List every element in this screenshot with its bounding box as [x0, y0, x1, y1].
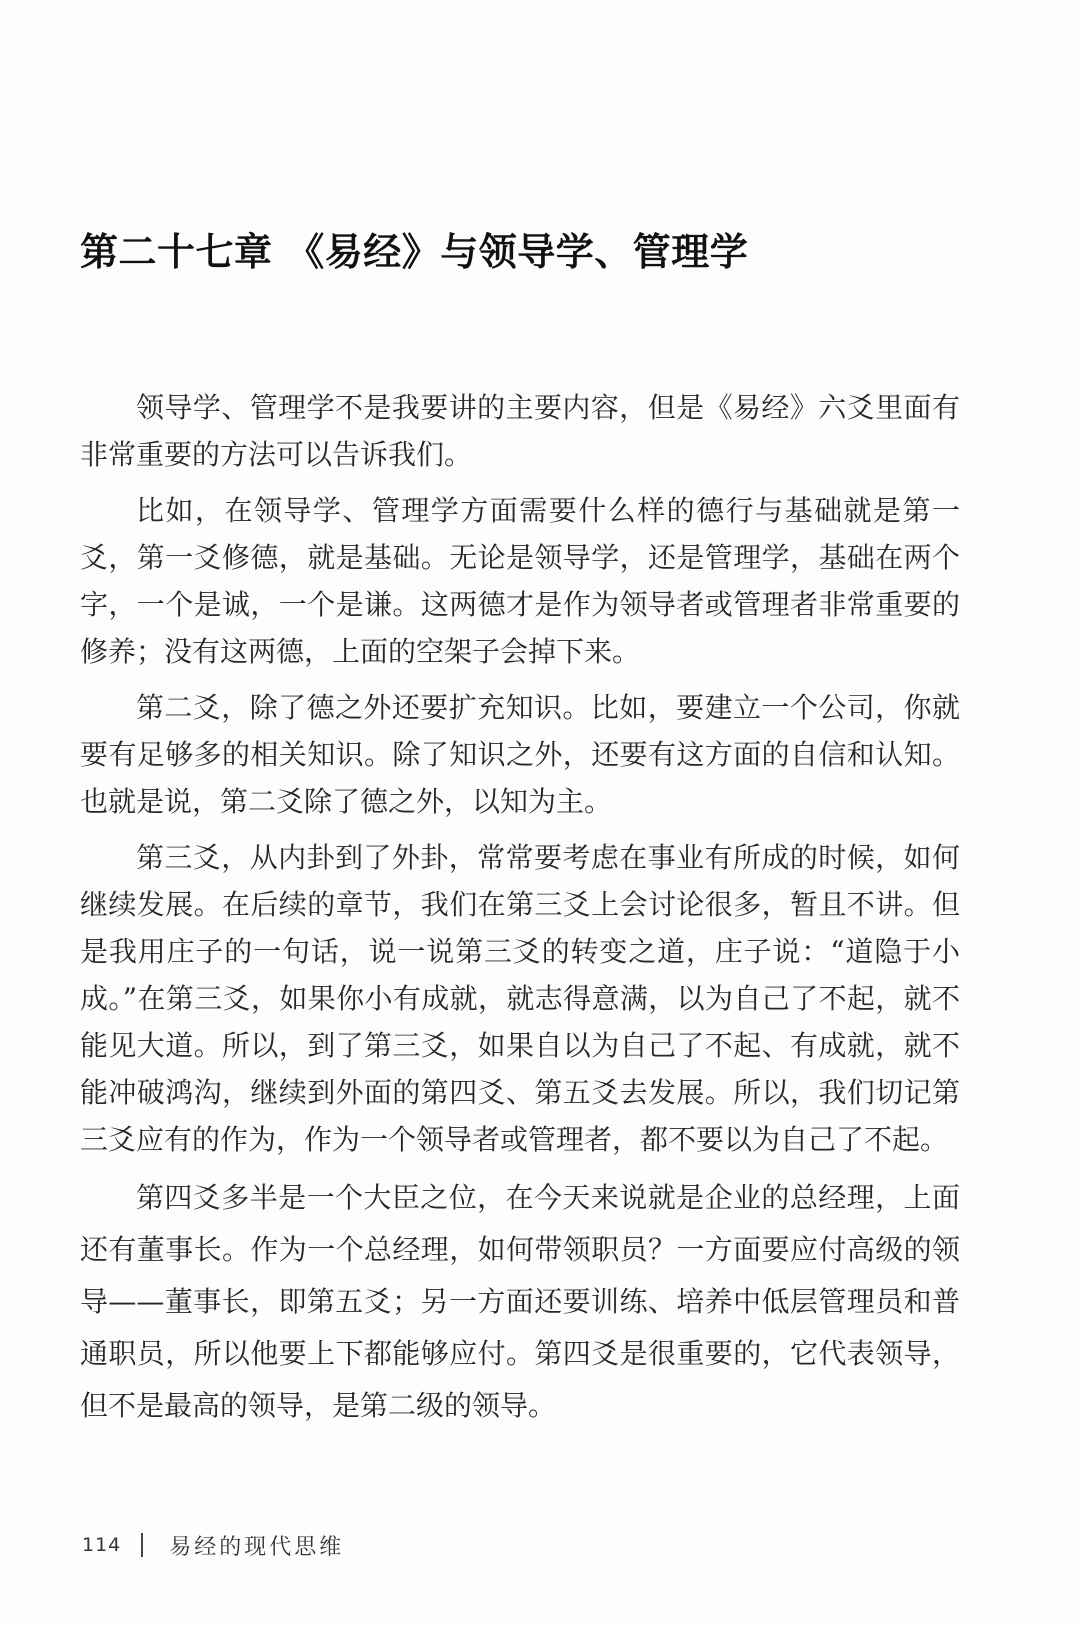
paragraph: 领导学、管理学不是我要讲的主要内容，但是《易经》六爻里面有非常重要的方法可以告诉我们。: [80, 391, 960, 471]
paragraph: 比如，在领导学、管理学方面需要什么样的德行与基础就是第一爻，第一爻修德，就是基础。无论是领导学，还是管理学，基础在两个字，一个是诚，一个是谦。这两德才是作为领导者或管理者非常重要的修养；没有这两德，上面的空架子会掉下来。: [80, 494, 960, 668]
body-text: [80, 384, 960, 1441]
page-number: 114: [82, 1534, 122, 1556]
paragraph: 第三爻，从内卦到了外卦，常常要考虑在事业有所成的时候，如何继续发展。在后续的章节，我们在第三爻上会讨论很多，暂且不讲。但是我用庄子的一句话，说一说第三爻的转变之道，庄子说：“道隐于小成。”在第三爻，如果你小有成就，就志得意满，以为自己了不起，就不能见大道。所以，到了第三爻，如果自以为自己了不起、有成就，就不能冲破鸿沟，继续到外面的第四爻、第五爻去发展。所以，我们切记第三爻应有的作为，作为一个领导者或管理者，都不要以为自己了不起。: [80, 841, 960, 1156]
paragraph: 第四爻多半是一个大臣之位，在今天来说就是企业的总经理，上面还有董事长。作为一个总经理，如何带领职员？一方面要应付高级的领导——董事长，即第五爻；另一方面还要训练、培养中低层管理员和普通职员，所以他要上下都能够应付。第四爻是很重要的，它代表领导，但不是最高的领导，是第二级的领导。: [80, 1181, 960, 1422]
chapter-title: 第二十七章 《易经》与领导学、管理学: [80, 230, 749, 274]
running-book-title: 易经的现代思维: [169, 1534, 345, 1560]
page-footer: [82, 1530, 344, 1560]
footer-divider: [141, 1533, 143, 1557]
paragraph: 第二爻，除了德之外还要扩充知识。比如，要建立一个公司，你就要有足够多的相关知识。除了知识之外，还要有这方面的自信和认知。也就是说，第二爻除了德之外，以知为主。: [80, 691, 960, 818]
